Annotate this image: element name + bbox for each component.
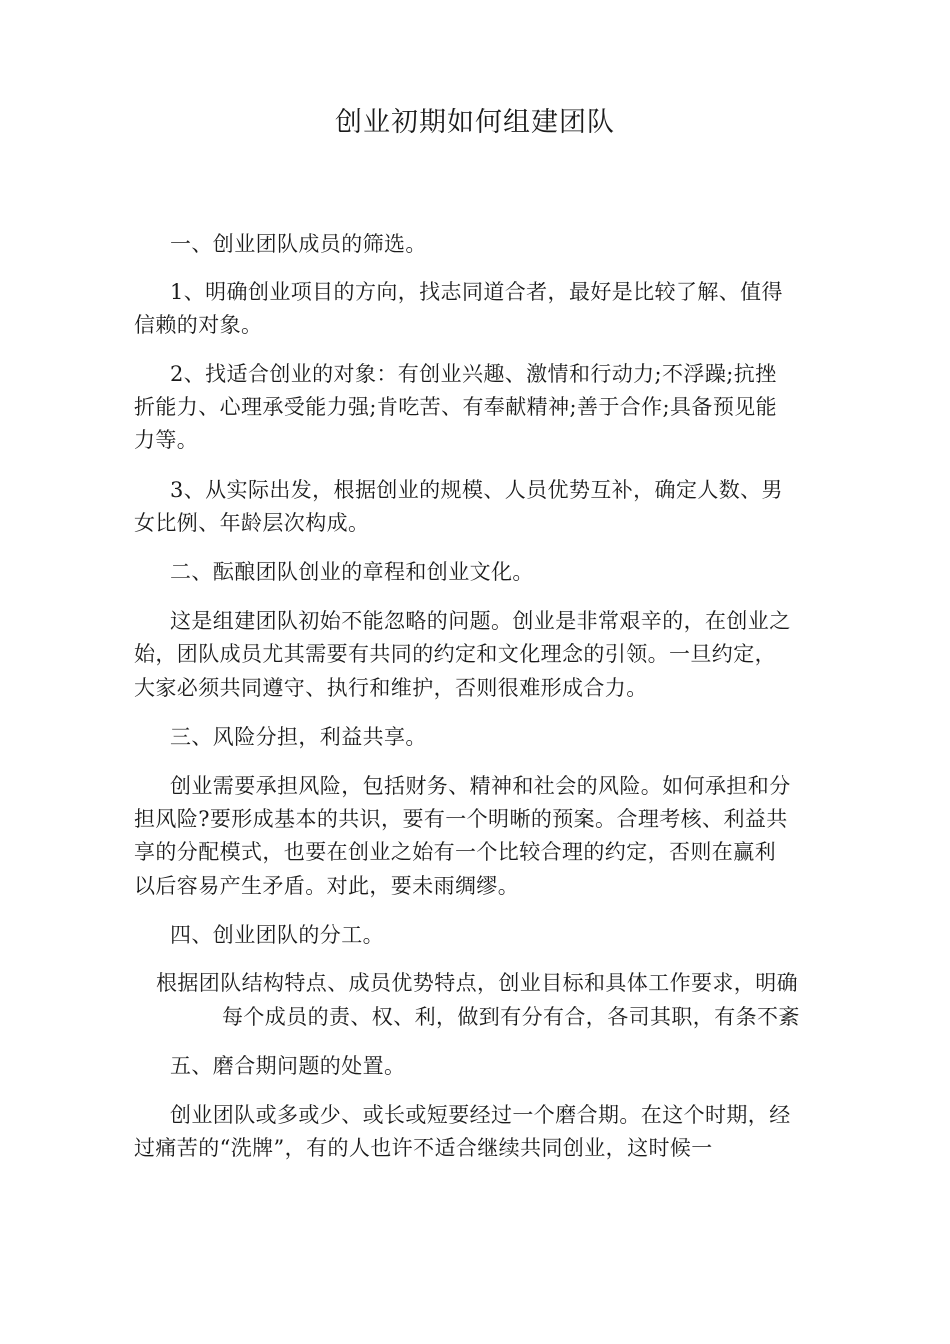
paragraph-line: 1、明确创业项目的方向，找志同道合者，最好是比较了解、值得: [170, 280, 783, 304]
section-heading-3: 三、风险分担，利益共享。: [170, 725, 427, 749]
paragraph-line: 每个成员的责、权、利，做到有分有合，各司其职，有条不紊: [222, 1005, 800, 1029]
paragraph-line: 始，团队成员尤其需要有共同的约定和文化理念的引领。一旦约定，: [134, 642, 776, 666]
paragraph-line: 享的分配模式，也要在创业之始有一个比较合理的约定，否则在赢利: [134, 840, 776, 864]
paragraph-line: 担风险?要形成基本的共识，要有一个明晰的预案。合理考核、利益共: [134, 807, 788, 831]
paragraph-line: 2、找适合创业的对象：有创业兴趣、激情和行动力;不浮躁;抗挫: [170, 362, 777, 386]
paragraph-line: 信赖的对象。: [134, 313, 263, 337]
section-heading-1: 一、创业团队成员的筛选。: [170, 232, 427, 256]
paragraph-line: 根据团队结构特点、成员优势特点，创业目标和具体工作要求，明确: [156, 971, 798, 995]
paragraph-line: 3、从实际出发，根据创业的规模、人员优势互补，确定人数、男: [170, 478, 783, 502]
paragraph-line: 以后容易产生矛盾。对此，要未雨绸缪。: [134, 874, 520, 898]
page-title: 创业初期如何组建团队: [335, 107, 615, 138]
paragraph-line: 力等。: [134, 428, 199, 452]
section-heading-2: 二、酝酿团队创业的章程和创业文化。: [170, 560, 534, 584]
paragraph-line: 过痛苦的“洗牌”，有的人也许不适合继续共同创业，这时候一: [134, 1136, 713, 1160]
section-heading-5: 五、磨合期问题的处置。: [170, 1054, 406, 1078]
paragraph-line: 创业需要承担风险，包括财务、精神和社会的风险。如何承担和分: [170, 774, 791, 798]
paragraph-line: 这是组建团队初始不能忽略的问题。创业是非常艰辛的，在创业之: [170, 609, 791, 633]
paragraph-line: 女比例、年龄层次构成。: [134, 511, 370, 535]
paragraph-line: 大家必须共同遵守、执行和维护，否则很难形成合力。: [134, 676, 648, 700]
paragraph-line: 创业团队或多或少、或长或短要经过一个磨合期。在这个时期，经: [170, 1103, 791, 1127]
paragraph-line: 折能力、心理承受能力强;肯吃苦、有奉献精神;善于合作;具备预见能: [134, 395, 778, 419]
section-heading-4: 四、创业团队的分工。: [170, 923, 384, 947]
